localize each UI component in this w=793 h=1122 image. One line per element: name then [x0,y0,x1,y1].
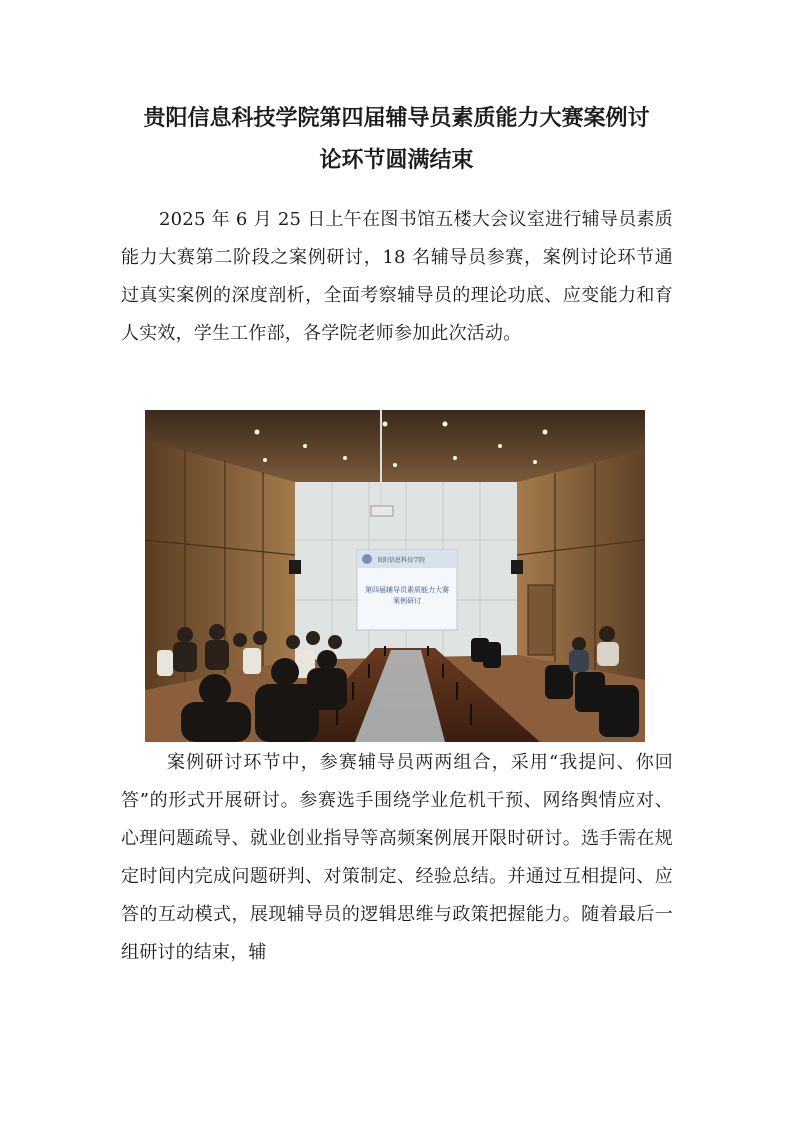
paragraph-intro: 2025 年 6 月 25 日上午在图书馆五楼大会议室进行辅导员素质能力大赛第二阶段之案例研讨，18 名辅导员参赛，案例讨论环节通过真实案例的深度剖析，全面考察辅导员的理论功底、应变能力和育人实效，学生工作部，各学院老师参加此次活动。 [121,209,673,344]
title-line-2: 论环节圆满结束 [319,147,474,173]
screen-subtitle-text: 案例研讨 [393,597,421,605]
paragraph-case-discussion: 案例研讨环节中，参赛辅导员两两组合，采用“我提问、你回答”的形式开展研讨。参赛选手围绕学业危机干预、网络舆情应对、心理问题疏导、就业创业指导等高频案例展开限时研讨。选手需在规定时间内完成问题研判、对策制定、经验总结。并通过互相提问、应答的互动模式，展现辅导员的逻辑思维与政策把握能力。随着最后一组研讨的结束，辅 [121,752,673,963]
title-line-1: 贵阳信息科技学院第四届辅导员素质能力大赛案例讨 [143,105,650,131]
screen-title-text: 第四届辅导员素质能力大赛 [365,586,449,594]
document-title [110,97,683,181]
screen-header-text: 贵阳信息科技学院 [377,557,426,564]
meeting-room-photo [145,410,645,742]
